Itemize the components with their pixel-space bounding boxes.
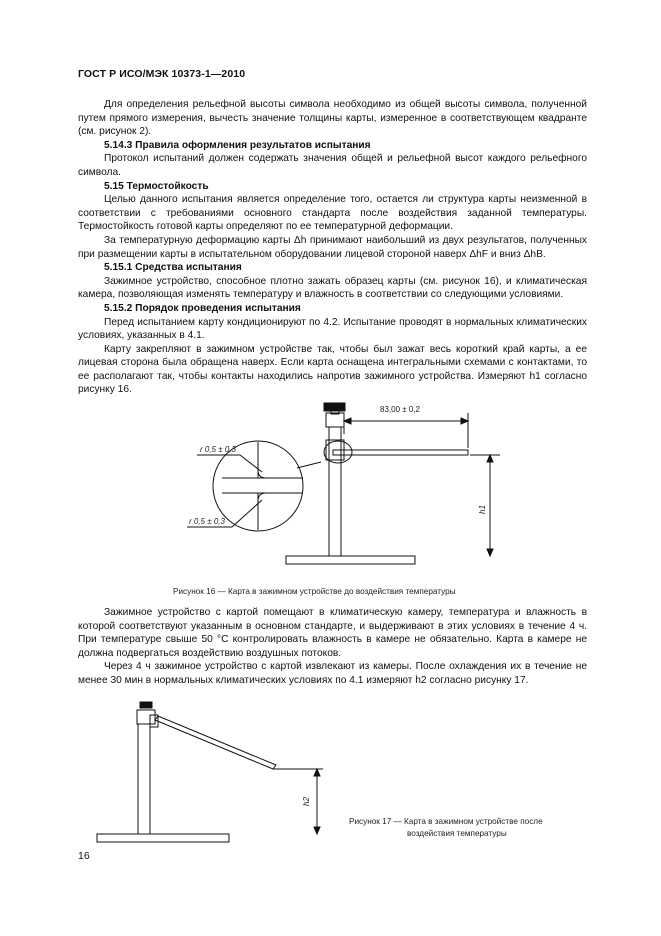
paragraph: Перед испытанием карту кондиционируют по 4.2. Испытание проводят в нормальных климатических условиях, указанных в 4.1. bbox=[78, 316, 587, 342]
paragraph: Карту закрепляют в зажимном устройстве так, чтобы был зажат весь короткий край карты, а ее лицевая сторона была обращена наверх. Если карта оснащена интегральными схемами с контактами, то ее располагают так, чтобы контакты находились напротив зажимного устройства. Измеряют h1 согласно рисунку 16. bbox=[78, 343, 587, 396]
fig16-base-plate bbox=[286, 556, 415, 564]
text-block-lower bbox=[78, 606, 587, 688]
fig16-post bbox=[329, 427, 341, 556]
paragraph: Через 4 ч зажимное устройство с картой извлекают из камеры. После охлаждения их в течение не менее 30 мин в нормальных климатических условиях по 4.1 измеряют h2 согласно рисунку 17. bbox=[78, 661, 587, 686]
fig16-dim-label: 83,00 ± 0,2 bbox=[380, 405, 420, 414]
fig17-h2-label: h2 bbox=[302, 796, 312, 807]
fig17-caption-line1: Рисунок 17 — Карта в зажимном устройстве после bbox=[349, 817, 543, 826]
fig17-clamp-knob bbox=[140, 702, 152, 708]
page-header: ГОСТ Р ИСО/МЭК 10373-1—2010 bbox=[78, 68, 246, 80]
section-heading: 5.15.1 Средства испытания bbox=[104, 262, 242, 274]
section-heading: 5.15.2 Порядок проведения испытания bbox=[104, 302, 301, 314]
paragraph: Зажимное устройство с картой помещают в климатическую камеру, температура и влажность в которой соответствуют указанным в основном стандарте, и выдерживают в этих условиях в течение 4 ч. При температуре свыше 50 °С контролировать влажность в камере не обязательно. Карта в камере не должна подвергаться воздействию воздушных потоков. bbox=[78, 607, 587, 659]
fig17-base-plate bbox=[97, 834, 229, 842]
paragraph: Для определения рельефной высоты символа необходимо из общей высоты символа, полученной путем прямого измерения, вычесть значение толщины карты, измеренное в соответствующем квадранте (см. рисунок 2). bbox=[78, 99, 587, 138]
fig17-clamp-head bbox=[137, 710, 155, 724]
paragraph: Целью данного испытания является определение того, остается ли структура карты неизменной в соответствии с требованиями основного стандарта после воздействия заданной температуры. Термостойкость готовой карты определяют по ее температурной деформации. bbox=[78, 194, 587, 233]
fig17-post bbox=[138, 724, 150, 834]
paragraph: Протокол испытаний должен содержать значения общей и рельефной высот каждого рельефного символа. bbox=[78, 153, 587, 178]
paragraph: Зажимное устройство, способное плотно зажать образец карты (см. рисунок 16), и климатическая камера, позволяющая изменять температуру и влажность в соответствии со следующими условиями. bbox=[78, 275, 587, 301]
paragraph: За температурную деформацию карты Δh принимают наибольший из двух результатов, полученных при размещении карты в испытательном оборудовании лицевой стороной наверх ΔhF и вниз ΔhB. bbox=[78, 234, 587, 260]
fig16-clamp-head bbox=[326, 413, 344, 427]
fig16-clamp-knob bbox=[324, 403, 345, 411]
fig16-detail-marker bbox=[324, 441, 352, 463]
fig17-caption-line2: воздействия температуры bbox=[407, 829, 507, 838]
fig16-jaw bbox=[326, 440, 344, 460]
fig16-detail-circle bbox=[213, 441, 303, 531]
fig16-card bbox=[333, 450, 468, 455]
fig16-r-bottom-label: r 0,5 ± 0,3 bbox=[189, 517, 225, 526]
section-heading: 5.15 Термостойкость bbox=[104, 180, 209, 192]
fig16-h1-label: h1 bbox=[478, 504, 488, 515]
page-number: 16 bbox=[78, 850, 90, 862]
section-heading: 5.14.3 Правила оформления результатов испытания bbox=[104, 139, 371, 151]
fig16-caption: Рисунок 16 — Карта в зажимном устройстве до воздействия температуры bbox=[173, 587, 456, 596]
fig17-card bbox=[155, 716, 276, 769]
fig16-r-top-label: r 0,5 ± 0,3 bbox=[200, 445, 236, 454]
text-block-upper bbox=[78, 98, 587, 397]
